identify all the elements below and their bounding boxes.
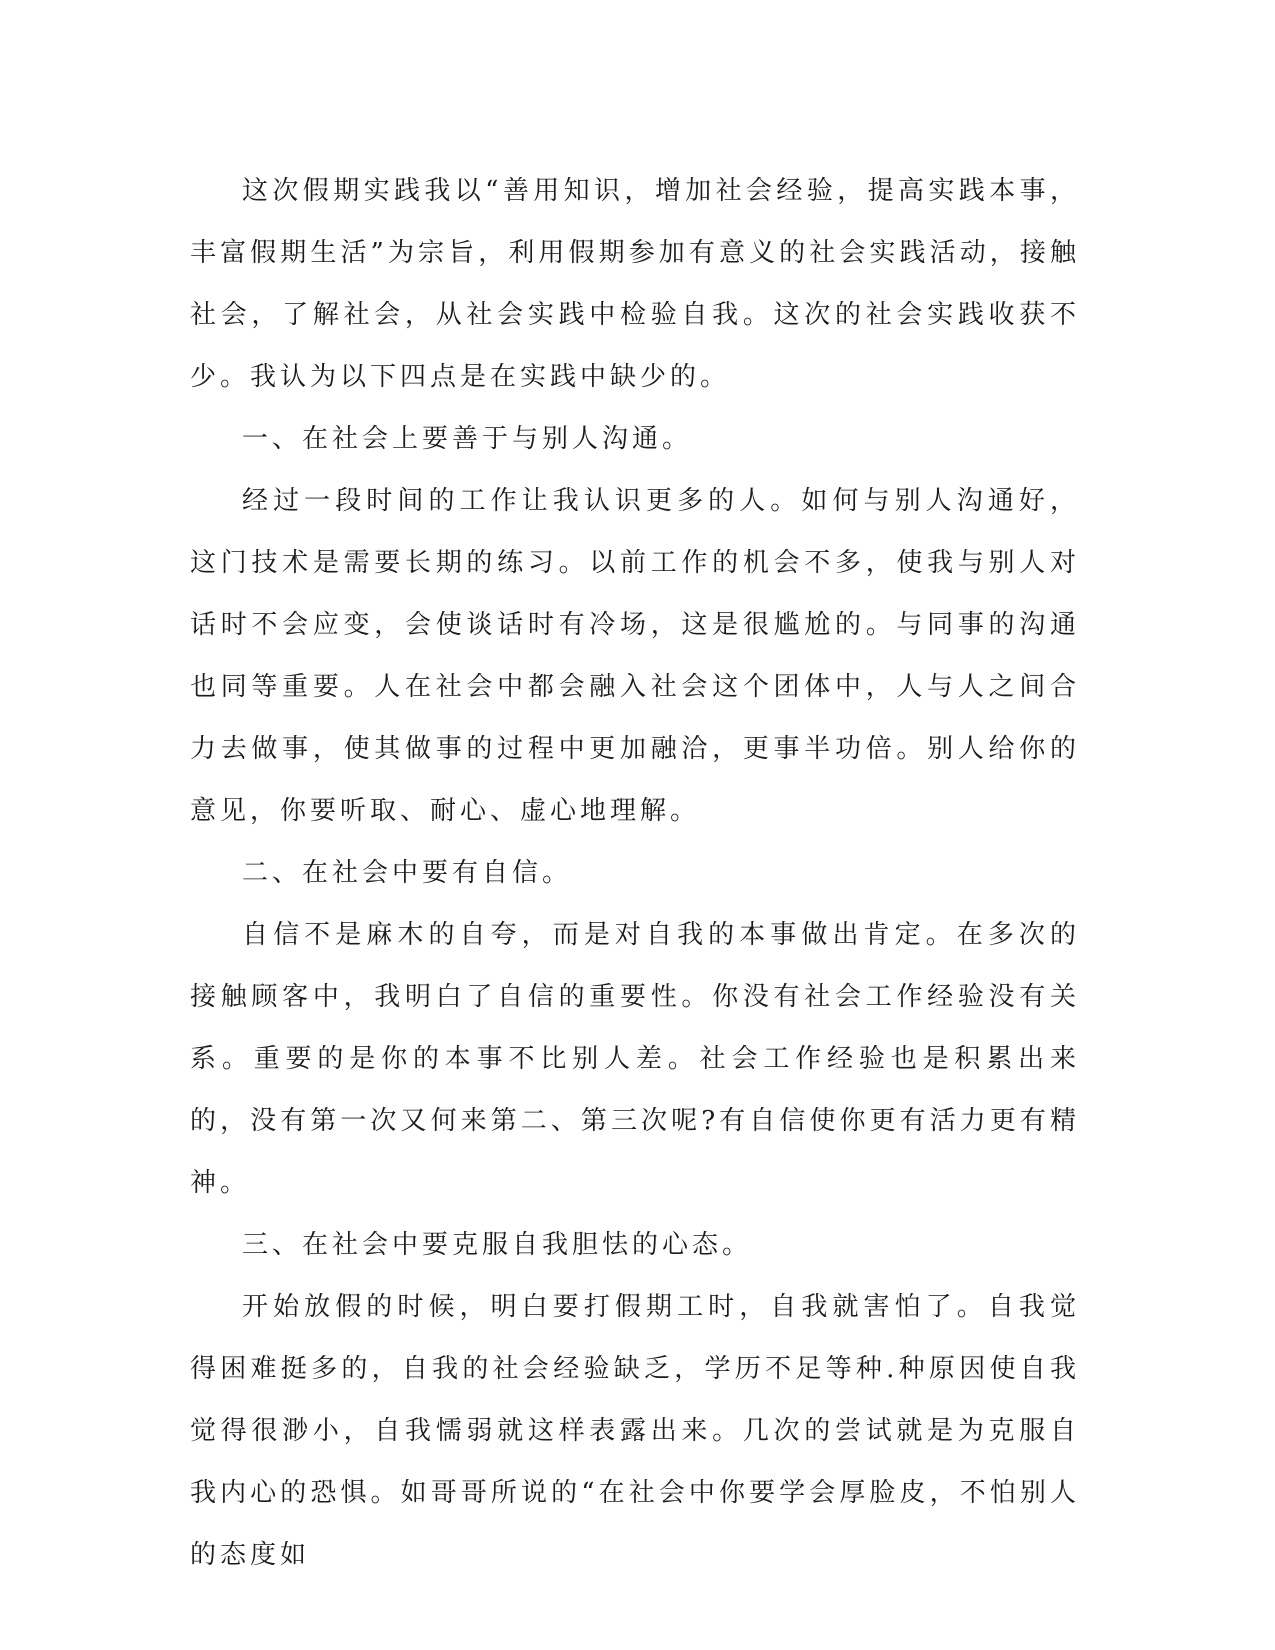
heading-point-two: 二、在社会中要有自信。 <box>242 858 573 888</box>
paragraph-point-one: 经过一段时间的工作让我认识更多的人。如何与别人沟通好，这门技术是需要长期的练习。以前工作的机会不多，使我与别人对话时不会应变，会使谈话时有冷场，这是很尴尬的。与同事的沟通也同等重要。人在社会中都会融入社会这个团体中，人与人之间合力去做事，使其做事的过程中更加融洽，更事半功倍。别人给你的意见，你要听取、耐心、虚心地理解。 <box>190 486 1080 826</box>
heading-point-three: 三、在社会中要克服自我胆怯的心态。 <box>242 1230 753 1260</box>
paragraph-point-two: 自信不是麻木的自夸，而是对自我的本事做出肯定。在多次的接触顾客中，我明白了自信的重要性。你没有社会工作经验没有关系。重要的是你的本事不比别人差。社会工作经验也是积累出来的，没有第一次又何来第二、第三次呢?有自信使你更有活力更有精神。 <box>190 920 1080 1198</box>
document-body <box>190 160 1080 1586</box>
paragraph-intro: 这次假期实践我以“善用知识，增加社会经验，提高实践本事，丰富假期生活”为宗旨，利用假期参加有意义的社会实践活动，接触社会，了解社会，从社会实践中检验自我。这次的社会实践收获不少。我认为以下四点是在实践中缺少的。 <box>190 176 1080 392</box>
paragraph-point-three: 开始放假的时候，明白要打假期工时，自我就害怕了。自我觉得困难挺多的，自我的社会经验缺乏，学历不足等种.种原因使自我觉得很渺小，自我懦弱就这样表露出来。几次的尝试就是为克服自我内心的恐惧。如哥哥所说的“在社会中你要学会厚脸皮，不怕别人的态度如 <box>190 1292 1080 1570</box>
heading-point-one: 一、在社会上要善于与别人沟通。 <box>242 424 693 454</box>
